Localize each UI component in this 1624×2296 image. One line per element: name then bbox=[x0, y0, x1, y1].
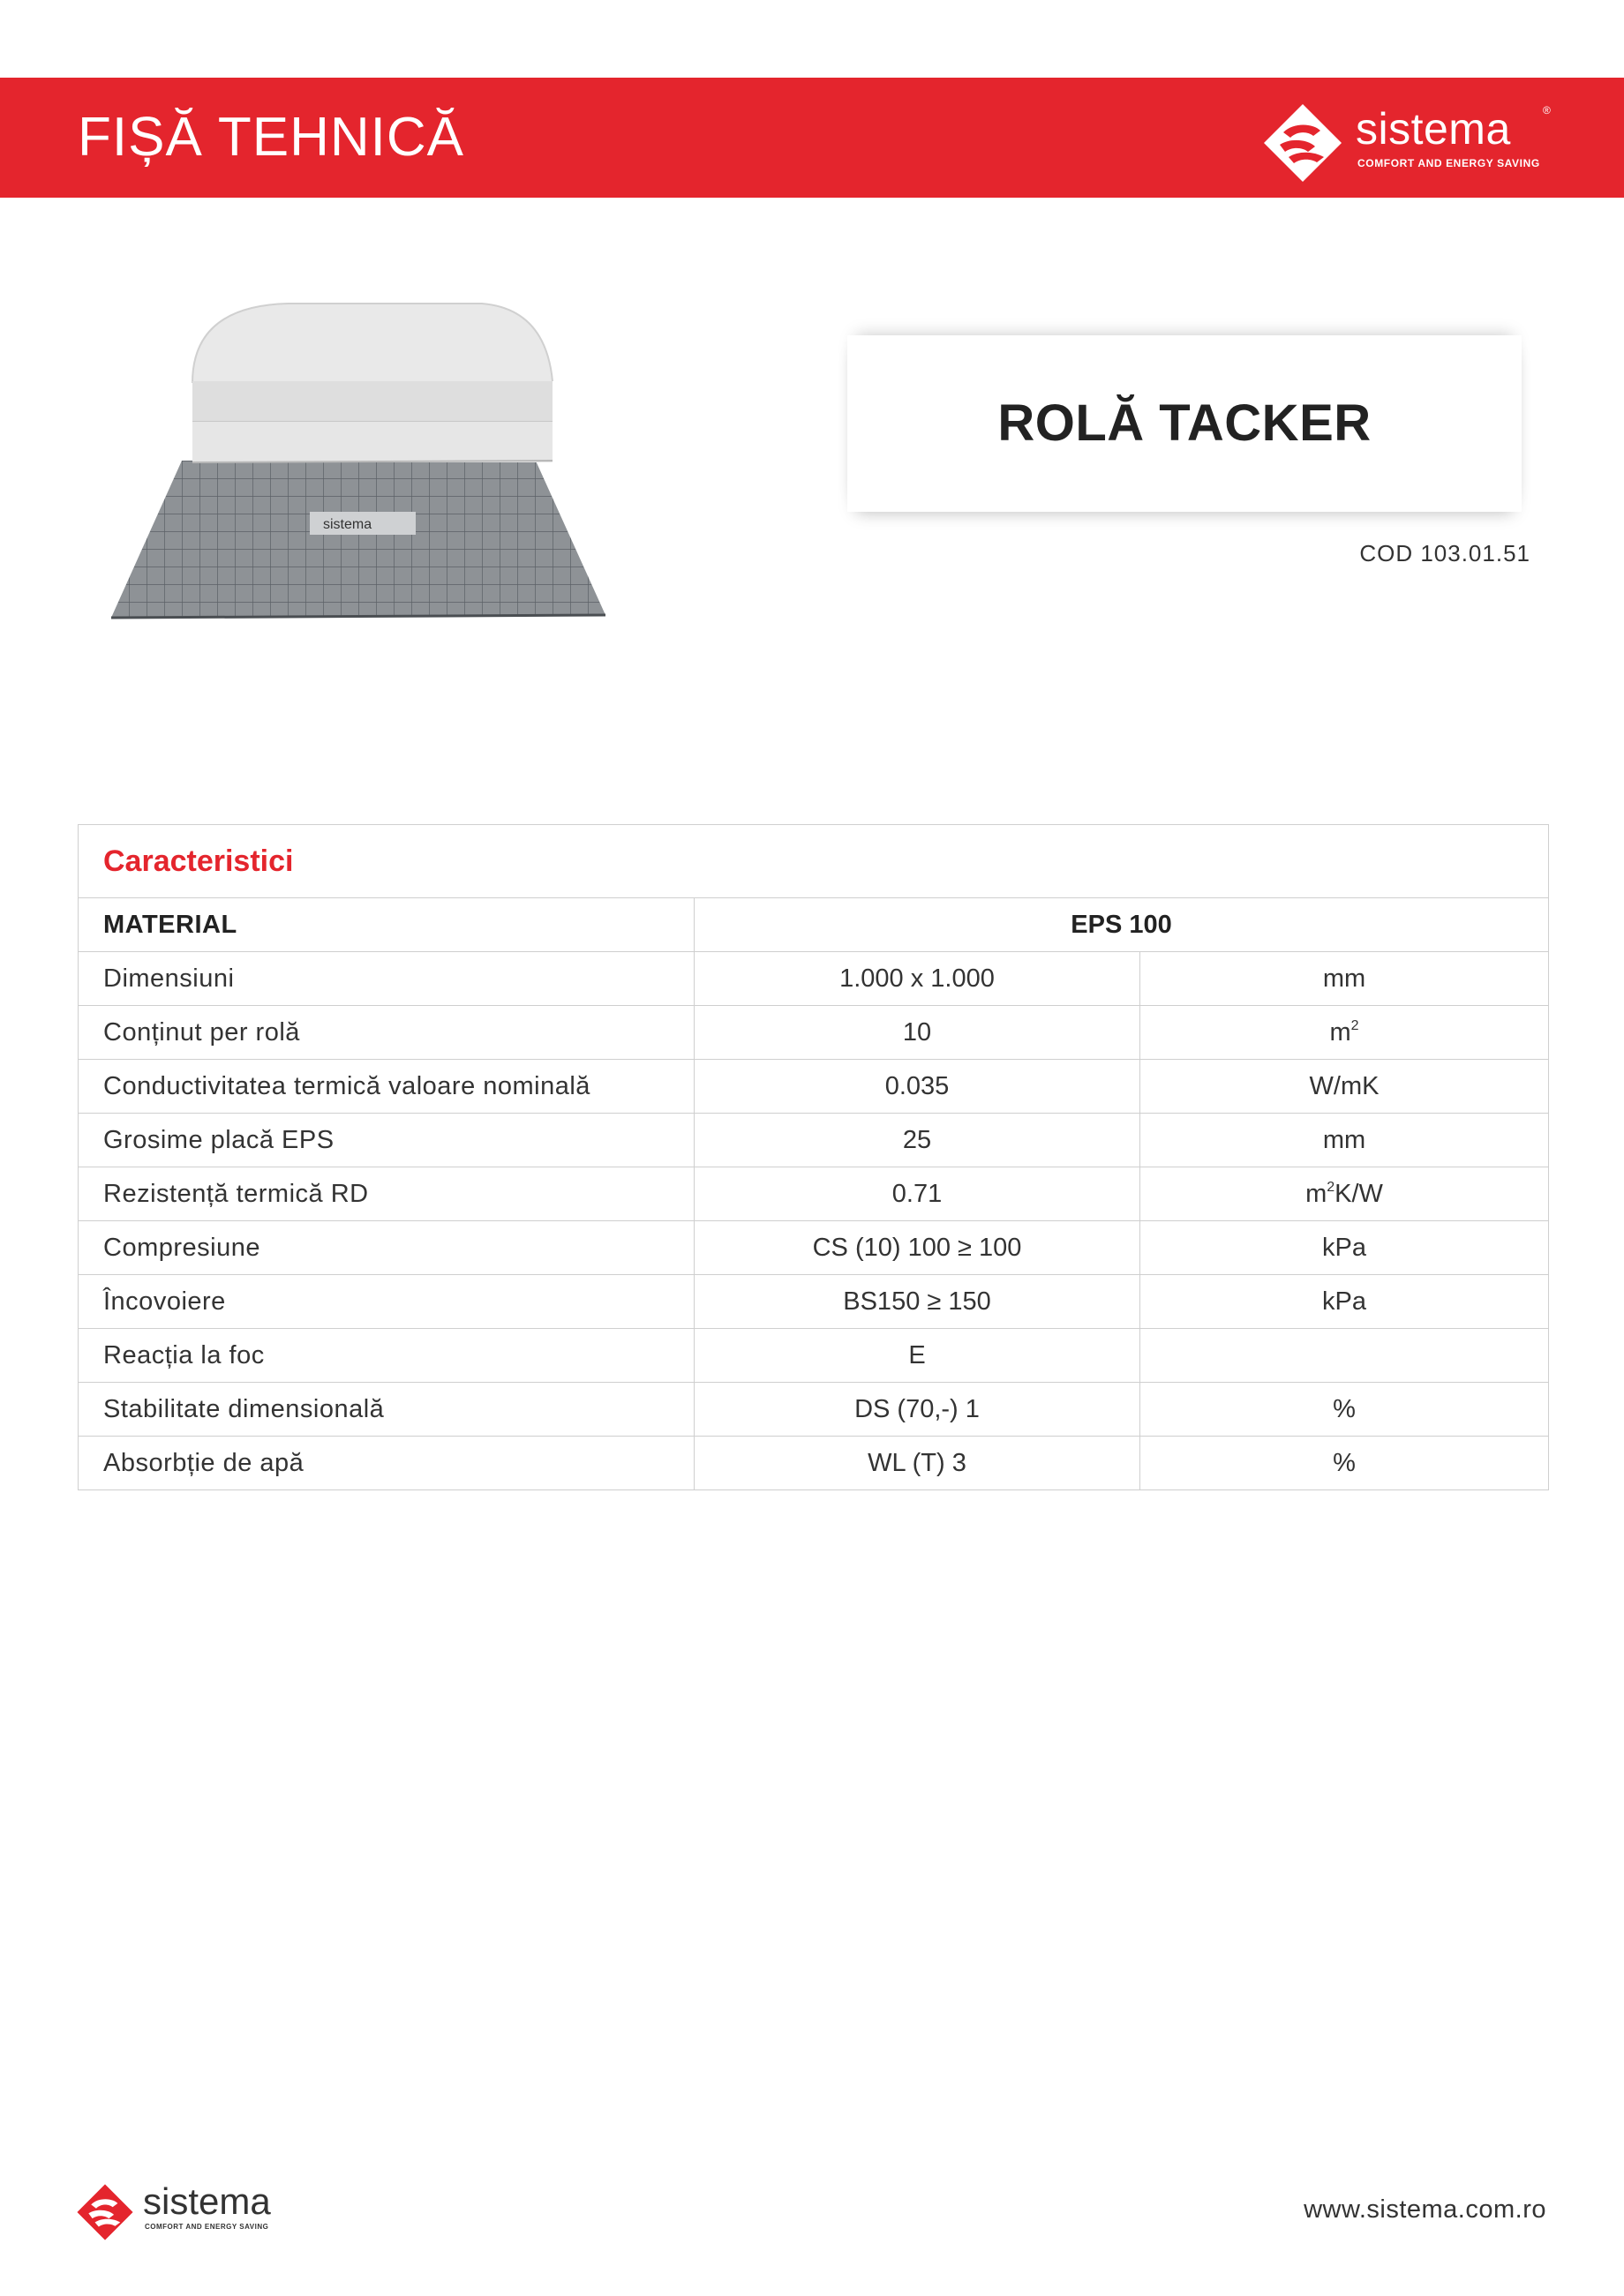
row-label: Compresiune bbox=[79, 1221, 695, 1275]
sistema-logo-icon bbox=[76, 2183, 134, 2241]
page-title: FIȘĂ TEHNICĂ bbox=[78, 107, 465, 168]
unit-base: m bbox=[1305, 1179, 1327, 1208]
row-value: 10 bbox=[695, 1006, 1140, 1060]
row-label: Reacția la foc bbox=[79, 1329, 695, 1383]
product-image bbox=[111, 302, 610, 619]
row-value: 1.000 x 1.000 bbox=[695, 952, 1140, 1006]
table-row bbox=[79, 1329, 1549, 1383]
product-title-card bbox=[847, 335, 1522, 512]
row-value: CS (10) 100 ≥ 100 bbox=[695, 1221, 1140, 1275]
image-brand-label: sistema bbox=[323, 517, 372, 532]
unit-base: m bbox=[1329, 1017, 1351, 1047]
table-row bbox=[79, 1060, 1549, 1114]
row-value: BS150 ≥ 150 bbox=[695, 1275, 1140, 1329]
row-value: 0.71 bbox=[695, 1167, 1140, 1221]
row-value: DS (70,-) 1 bbox=[695, 1383, 1140, 1437]
row-unit: mm bbox=[1140, 952, 1549, 1006]
characteristics-table bbox=[78, 824, 1549, 1490]
product-code: COD 103.01.51 bbox=[1359, 540, 1530, 566]
material-label: MATERIAL bbox=[79, 898, 695, 952]
footer-logo-tagline: COMFORT AND ENERGY SAVING bbox=[145, 2223, 269, 2231]
row-value: 25 bbox=[695, 1114, 1140, 1167]
table-row bbox=[79, 952, 1549, 1006]
table-row bbox=[79, 1006, 1549, 1060]
material-value: EPS 100 bbox=[695, 898, 1549, 952]
row-value: WL (T) 3 bbox=[695, 1437, 1140, 1490]
row-label: Conținut per rolă bbox=[79, 1006, 695, 1060]
logo-wordmark: sistema bbox=[1356, 104, 1511, 154]
unit-suffix: K/W bbox=[1335, 1179, 1383, 1208]
logo-tagline: COMFORT AND ENERGY SAVING bbox=[1357, 157, 1540, 169]
sistema-logo bbox=[1262, 102, 1553, 184]
row-label: Încovoiere bbox=[79, 1275, 695, 1329]
unit-superscript: 2 bbox=[1350, 1017, 1359, 1033]
sistema-logo-icon bbox=[1262, 102, 1343, 184]
header-bar bbox=[0, 78, 1624, 198]
table-row bbox=[79, 1114, 1549, 1167]
material-row bbox=[79, 898, 1549, 952]
row-label: Stabilitate dimensională bbox=[79, 1383, 695, 1437]
row-unit bbox=[1140, 1006, 1549, 1060]
row-label: Conductivitatea termică valoare nominală bbox=[79, 1060, 695, 1114]
row-value: 0.035 bbox=[695, 1060, 1140, 1114]
row-unit: mm bbox=[1140, 1114, 1549, 1167]
row-label: Dimensiuni bbox=[79, 952, 695, 1006]
unit-superscript: 2 bbox=[1327, 1179, 1335, 1195]
row-unit: W/mK bbox=[1140, 1060, 1549, 1114]
row-value: E bbox=[695, 1329, 1140, 1383]
row-unit: % bbox=[1140, 1383, 1549, 1437]
registered-mark: ® bbox=[1543, 104, 1551, 116]
row-unit: % bbox=[1140, 1437, 1549, 1490]
table-row bbox=[79, 1437, 1549, 1490]
row-unit: kPa bbox=[1140, 1221, 1549, 1275]
table-row bbox=[79, 1383, 1549, 1437]
row-label: Rezistență termică RD bbox=[79, 1167, 695, 1221]
table-row bbox=[79, 1221, 1549, 1275]
table-heading-row bbox=[79, 825, 1549, 898]
row-unit bbox=[1140, 1167, 1549, 1221]
product-title: ROLĂ TACKER bbox=[997, 394, 1372, 452]
row-label: Grosime placă EPS bbox=[79, 1114, 695, 1167]
table-row bbox=[79, 1275, 1549, 1329]
footer-logo bbox=[76, 2180, 288, 2245]
website-link[interactable]: www.sistema.com.ro bbox=[1304, 2195, 1546, 2224]
table-heading: Caracteristici bbox=[79, 825, 1549, 898]
row-unit bbox=[1140, 1329, 1549, 1383]
row-unit: kPa bbox=[1140, 1275, 1549, 1329]
table-row bbox=[79, 1167, 1549, 1221]
row-label: Absorbție de apă bbox=[79, 1437, 695, 1490]
footer-logo-wordmark: sistema bbox=[143, 2180, 271, 2222]
